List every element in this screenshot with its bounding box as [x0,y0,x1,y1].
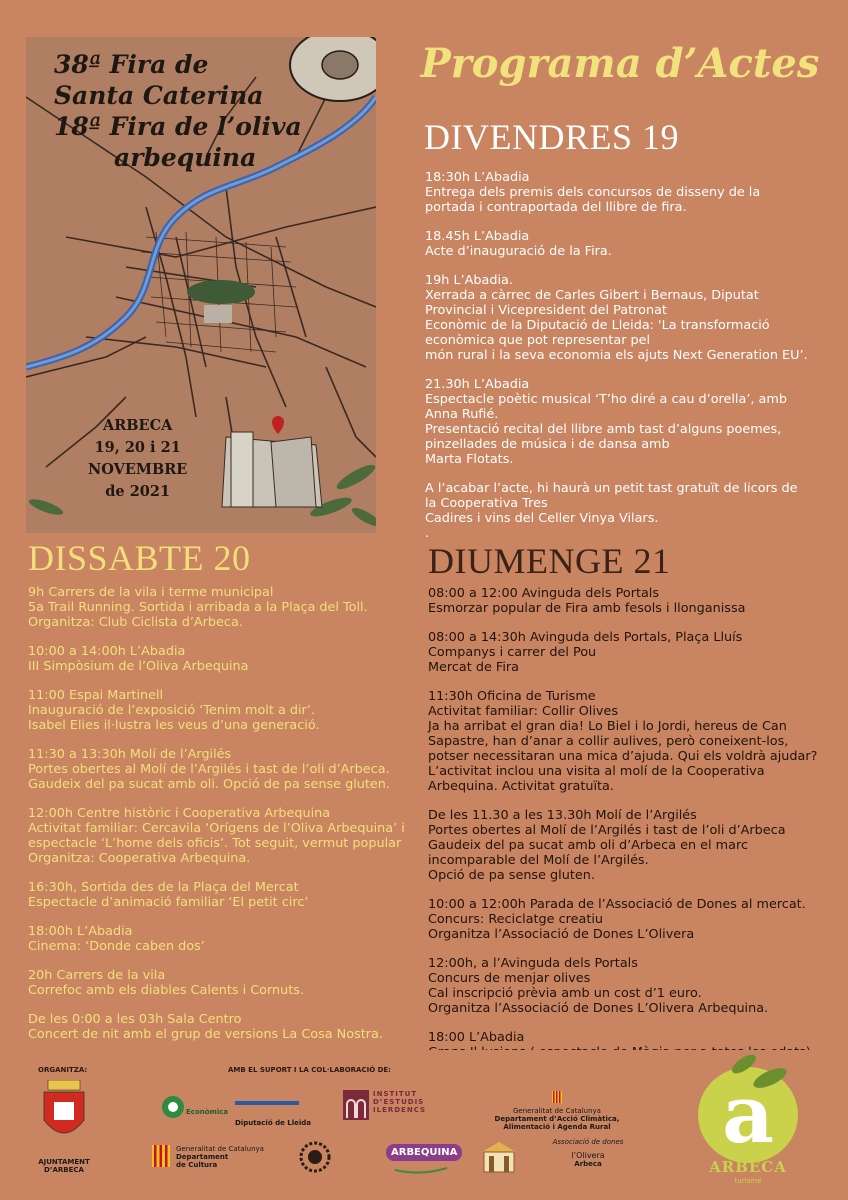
friday-events [425,170,808,555]
event-line: Activitat familiar: Collir Olives [428,704,619,719]
event-line: 21.30h L’Abadia [425,377,530,392]
event-line: 12:00h, a l’Avinguda dels Portals [428,956,638,971]
event-line: Espectacle d’animació familiar ‘El petit circ’ [28,895,309,910]
ajuntament-shield-icon [40,1080,88,1148]
event-item [28,644,405,674]
poster-town: ARBECA [102,417,173,434]
event-line: Organitza: Cooperativa Arbequina. [28,851,251,866]
event-line: L’activitat inclou una visita al molí de la Cooperativa [428,764,765,779]
event-line: espectacle ‘L’home dels oficis’. Tot seguit, vermut popular [28,836,402,851]
saturday-heading: DISSABTE 20 [28,538,251,578]
event-line: 10:00 a 12:00h Parada de l’Associació de Dones al mercat. [428,897,806,912]
iei-line: INSTITUT [373,1090,418,1098]
event-line: Activitat familiar: Cercavila ‘Orígens de l’Oliva Arbequina’ i [28,821,405,836]
event-line: 08:00 a 12:00 Avinguda dels Portals [428,586,660,601]
poster-title-line: 18ª Fira de l’oliva [54,112,302,141]
event-line: 20h Carrers de la vila [28,968,166,983]
ajuntament-label [36,1158,92,1174]
event-line: Gaudeix del pa sucat amb oli. Opció de pa sense gluten. [28,777,390,792]
event-line: Acte d’inauguració de la Fira. [425,244,612,259]
program-title: Programa d’Actes [420,40,820,87]
arbeca-turisme-name: ARBECA [709,1158,787,1176]
arbeca-turisme-logo [688,1050,818,1200]
event-line: Cinema: ‘Donde caben dos’ [28,939,205,954]
gencat-cultura-line: Departament [176,1153,229,1161]
event-item [28,924,405,954]
event-item [28,806,405,866]
olive-a-icon [688,1050,818,1170]
event-line: 16:30h, Sortida des de la Plaça del Mercat [28,880,299,895]
event-item [425,170,808,215]
sunday-events [428,586,817,1089]
ajuntament-line: D’ARBECA [44,1166,84,1174]
event-line: Provincial i Vicepresident del Patronat [425,303,667,318]
event-line: Inauguració de l’exposició ‘Tenim molt a dir’. [28,703,315,718]
event-line: 11:30 a 13:30h Molí de l’Argilés [28,747,232,762]
event-item [425,273,808,363]
event-line: la Cooperativa Tres [425,496,548,511]
event-line: Concurs: Reciclatge creatiu [428,912,604,927]
event-line: 5a Trail Running. Sortida i arribada a la Plaça del Toll. [28,600,368,615]
event-line: 18:30h L’Abadia [425,170,530,185]
diputacio-logo [235,1100,311,1127]
event-line: 18:00h L’Abadia [28,924,133,939]
event-item [425,481,808,541]
event-line: Correfoc amb els diables Calents i Cornuts. [28,983,305,998]
economica-text: Econòmica [186,1108,229,1116]
event-line: incomparable del Molí de l’Argilés. [428,853,649,868]
gencat-cultura-text [176,1145,266,1169]
event-line: 12:00h Centre històric i Cooperativa Arbequina [28,806,331,821]
event-item [425,377,808,467]
event-line: Isabel Elies il·lustra les veus d’una generació. [28,718,320,733]
iei-line: D’ESTUDIS [373,1098,425,1106]
event-item [428,808,817,883]
economica-leaf-icon [160,1094,186,1120]
event-line: De les 11.30 a les 13.30h Molí de l’Argilés [428,808,697,823]
event-line: Sapastre, han d’anar a collir aulives, però coneixent-los, [428,734,789,749]
arbequina-text: ARBEQUINA [386,1144,462,1161]
gencat-cultura-logo [152,1145,264,1171]
diputacio-text: Diputació de Lleida [235,1119,312,1127]
poster-title-line: arbequina [114,143,257,172]
dones-logo [548,1138,628,1168]
svg-text:a: a [722,1067,774,1161]
economica-logo [160,1094,232,1120]
gencat-cultura-line: de Cultura [176,1161,218,1169]
event-item [28,968,405,998]
event-line: A l’acabar l’acte, hi haurà un petit tast gratuït de licors de [425,481,798,496]
event-line: Opció de pa sense gluten. [428,868,595,883]
event-line: Marta Flotats. [425,452,514,467]
iei-logo [343,1090,426,1124]
event-line: Entrega dels premis dels concursos de disseny de la [425,185,761,200]
event-line: Presentació recital del llibre amb tast d’alguns poemes, [425,422,782,437]
event-line: Cal inscripció prèvia amb un cost d’1 euro. [428,986,702,1001]
event-line: Organitza: Club Ciclista d’Arbeca. [28,615,243,630]
fair-poster [26,37,376,533]
friday-heading: DIVENDRES 19 [424,117,679,157]
event-item [428,586,817,616]
event-item [28,747,405,792]
poster-day-range: 19, 20 i 21 [94,439,181,456]
arbequina-logo [386,1140,456,1180]
event-item [28,880,405,910]
event-line: 18.45h L’Abadia [425,229,530,244]
event-item [428,956,817,1016]
event-item [28,688,405,733]
poster-year: de 2021 [105,483,171,500]
iei-arches-icon [343,1090,369,1120]
event-line: portada i contraportada del llibre de fira. [425,200,687,215]
sunday-heading: DIUMENGE 21 [428,541,671,581]
iei-text [373,1090,426,1114]
event-line: 10:00 a 14:00h L’Abadia [28,644,186,659]
organitza-label: ORGANITZA: [38,1066,88,1074]
gencat-accio-text [482,1107,632,1131]
gencat-line: Departament d’Acció Climàtica, [494,1115,620,1123]
event-line: Cadires i vins del Celler Vinya Vilars. [425,511,659,526]
event-line: pinzellades de música i de dansa amb [425,437,670,452]
saturday-events [28,585,405,1056]
event-line: 11:30h Oficina de Turisme [428,689,596,704]
museum-building-icon [480,1140,518,1174]
event-item [428,689,817,794]
arbequina-swoosh-icon [391,1164,451,1176]
event-line: Xerrada a càrrec de Carles Gibert i Bernaus, Diputat [425,288,759,303]
dones-line: l’Olivera [571,1151,605,1160]
event-line: 19h L’Abadia. [425,273,513,288]
dones-line: Arbeca [574,1160,602,1168]
park-shape [187,280,255,304]
event-line: Anna Rufié. [425,407,499,422]
event-line: Esmorzar popular de Fira amb fesols i llonganissa [428,601,746,616]
event-line: Gaudeix del pa sucat amb oli d’Arbeca en el marc [428,838,748,853]
ajuntament-line: AJUNTAMENT [38,1158,90,1166]
event-line: món rural i la seva economia els ajuts Next Generation EU’. [425,348,808,363]
event-item [28,585,405,630]
event-line: Portes obertes al Molí de l’Argilés i tast de l’oli d’Arbeca. [28,762,390,777]
event-line: Organitza l’Associació de Dones L’Olivera [428,927,695,942]
event-item [425,229,808,259]
poster-month: NOVEMBRE [88,461,188,478]
event-line: Econòmic de la Diputació de Lleida: 'La transformació [425,318,770,333]
diputacio-bar-icon [235,1101,299,1115]
support-label: AMB EL SUPORT I LA COL·LABORACIÓ DE: [228,1066,391,1074]
event-line: 11:00 Espai Martinell [28,688,164,703]
event-line: 08:00 a 14:30h Avinguda dels Portals, Plaça Lluís [428,630,743,645]
castle-drawing [222,432,322,507]
event-line: Companys i carrer del Pou [428,645,597,660]
gencat-flag-icon [552,1091,562,1103]
arbeca-turisme-sub: turisme [734,1177,762,1185]
event-line: 18:00 L’Abadia [428,1030,525,1045]
gencat-accio-logo [482,1088,632,1131]
event-line: Concert de nit amb el grup de versions La Cosa Nostra. [28,1027,383,1042]
dones-line: Associació de dones [552,1138,624,1146]
poster-title-line: Santa Caterina [54,81,264,110]
event-line: III Simpòsium de l’Oliva Arbequina [28,659,249,674]
event-line: Organitza l’Associació de Dones L’Olivera Arbequina. [428,1001,769,1016]
event-line: . [425,526,430,541]
event-line: Mercat de Fira [428,660,520,675]
star-seal-icon [298,1140,332,1174]
event-line: De les 0:00 a les 03h Sala Centro [28,1012,242,1027]
event-line: Portes obertes al Molí de l’Argilés i tast de l’oli d’Arbeca [428,823,786,838]
event-line: potser necessitaran una mica d’ajuda. Qui els voldrà ajudar? [428,749,818,764]
event-item [28,1012,405,1042]
event-item [428,630,817,675]
event-line: Espectacle poètic musical ‘T’ho diré a cau d’orella’, amb [425,392,787,407]
iei-line: ILERDENCS [373,1106,426,1114]
poster-title-line: 38ª Fira de [54,50,209,79]
gencat-cultura-line: Generalitat de Catalunya [176,1145,264,1153]
event-line: econòmica que pot representar pel [425,333,651,348]
poster-dates [88,415,187,503]
gencat-line: Generalitat de Catalunya [513,1107,601,1115]
gencat-line: Alimentació i Agenda Rural [503,1123,611,1131]
event-item [428,897,817,942]
event-line: Arbequina. Activitat gratuïta. [428,779,614,794]
event-line: 9h Carrers de la vila i terme municipal [28,585,274,600]
event-line: Concurs de menjar olives [428,971,591,986]
gencat-cultura-flag-icon [152,1145,170,1167]
poster-title [54,49,302,173]
event-line: Ja ha arribat el gran dia! Lo Biel i lo Jordi, hereus de Can [428,719,787,734]
